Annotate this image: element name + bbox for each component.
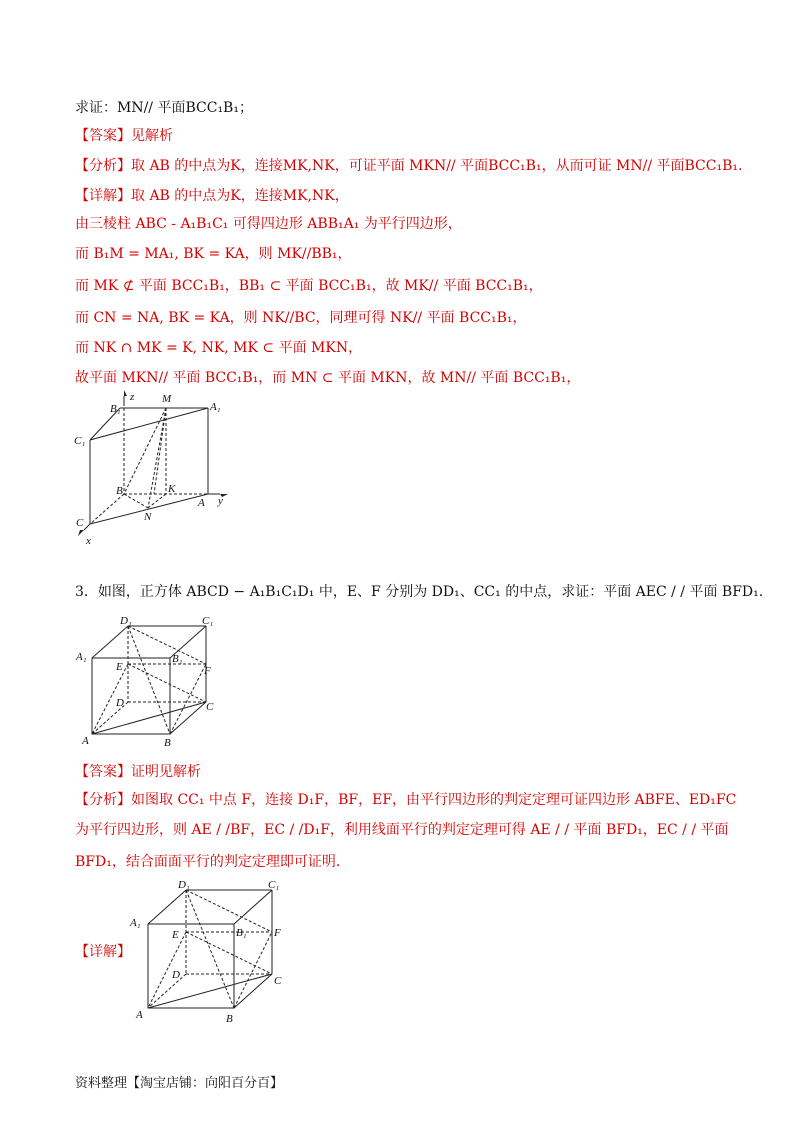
label-A: A	[198, 497, 205, 509]
cube-figure-2	[126, 876, 296, 1026]
label-C1: C₁	[202, 615, 214, 627]
label-B: B	[226, 1013, 233, 1025]
question-3: 3．如图，正方体 ABCD − A₁B₁C₁D₁ 中，E、F 分别为 DD₁、CC₁ 的中点，求证：平面 AEC / / 平面 BFD₁.	[75, 584, 764, 600]
label-D: D	[172, 969, 180, 981]
label-E: E	[172, 929, 179, 941]
solution-step-2: 而 B₁M = MA₁, BK = KA，则 MK//BB₁，	[75, 246, 352, 262]
cube-figure-1	[72, 612, 232, 752]
proof-goal: 求证：MN// 平面BCC₁B₁；	[75, 100, 253, 116]
detail-tag: 【详解】	[75, 188, 131, 204]
label-M: M	[162, 393, 172, 405]
answer-3-tag: 【答案】	[75, 764, 131, 780]
analysis-3-line-2: 为平行四边形，则 AE / /BF，EC / /D₁F，利用线面平行的判定定理可得 AE / / 平面 BFD₁，EC / / 平面	[75, 822, 729, 838]
label-B1: B₁	[236, 927, 247, 939]
label-C1: C₁	[268, 879, 280, 891]
analysis-line	[75, 156, 742, 176]
analysis-3-tag: 【分析】	[75, 792, 131, 808]
analysis-text: 取 AB 的中点为K，连接MK,NK，可证平面 MKN// 平面BCC₁B₁，从而可证 MN// 平面BCC₁B₁.	[131, 158, 743, 174]
label-C: C	[206, 701, 214, 713]
detail-line	[75, 186, 349, 206]
answer-3-line	[75, 762, 201, 782]
solution-step-5: 而 NK ∩ MK = K, NK, MK ⊂ 平面 MKN，	[75, 340, 363, 356]
label-K: K	[168, 483, 176, 495]
label-E: E	[116, 661, 123, 673]
label-B: B	[116, 485, 123, 497]
label-D: D	[116, 697, 124, 709]
solution-step-6: 故平面 MKN// 平面 BCC₁B₁，而 MN ⊂ 平面 MKN，故 MN// 平面 BCC₁B₁，	[75, 370, 581, 386]
label-D1: D₁	[178, 879, 190, 891]
footer-note: 资料整理【淘宝店铺：向阳百分百】	[75, 1076, 284, 1091]
label-B: B	[164, 737, 171, 749]
label-F: F	[274, 927, 281, 939]
answer-tag: 【答案】	[75, 128, 131, 144]
label-z: z	[130, 391, 135, 403]
analysis-tag: 【分析】	[75, 158, 131, 174]
solution-step-4: 而 CN = NA, BK = KA，则 NK//BC，同理可得 NK// 平面 BCC₁B₁，	[75, 310, 527, 326]
label-A: A	[82, 735, 89, 747]
label-C: C	[274, 975, 282, 987]
solution-step-3: 而 MK ⊄ 平面 BCC₁B₁，BB₁ ⊂ 平面 BCC₁B₁，故 MK// 平面 BCC₁B₁，	[75, 278, 543, 294]
analysis-3-line-3: BFD₁，结合面面平行的判定定理即可证明.	[75, 854, 341, 870]
analysis-3-line-1	[75, 790, 736, 810]
label-B1: B₁	[172, 653, 183, 665]
label-A1: A₁	[210, 401, 221, 413]
detail-3-tag: 【详解】	[75, 944, 131, 960]
label-A1: A₁	[76, 651, 87, 663]
label-D1: D₁	[120, 615, 132, 627]
label-N: N	[144, 511, 152, 523]
label-A1: A₁	[130, 917, 141, 929]
solution-step-1: 由三棱柱 ABC - A₁B₁C₁ 可得四边形 ABB₁A₁ 为平行四边形，	[75, 216, 462, 232]
label-F: F	[204, 665, 211, 677]
answer-line	[75, 126, 173, 146]
label-B1: B₁	[110, 403, 121, 415]
answer-3-text: 证明见解析	[131, 764, 201, 780]
detail-3-tag-line	[75, 942, 131, 962]
label-C1: C₁	[74, 435, 86, 447]
label-A: A	[136, 1009, 143, 1021]
label-x: x	[86, 535, 91, 547]
label-C: C	[76, 517, 84, 529]
prism-figure	[70, 390, 240, 550]
answer-text: 见解析	[131, 128, 173, 144]
detail-text: 取 AB 的中点为K，连接MK,NK，	[131, 188, 349, 204]
label-y: y	[218, 495, 223, 507]
analysis-3-text-1: 如图取 CC₁ 中点 F，连接 D₁F，BF，EF，由平行四边形的判定定理可证四边形 ABFE、ED₁FC	[131, 792, 737, 808]
